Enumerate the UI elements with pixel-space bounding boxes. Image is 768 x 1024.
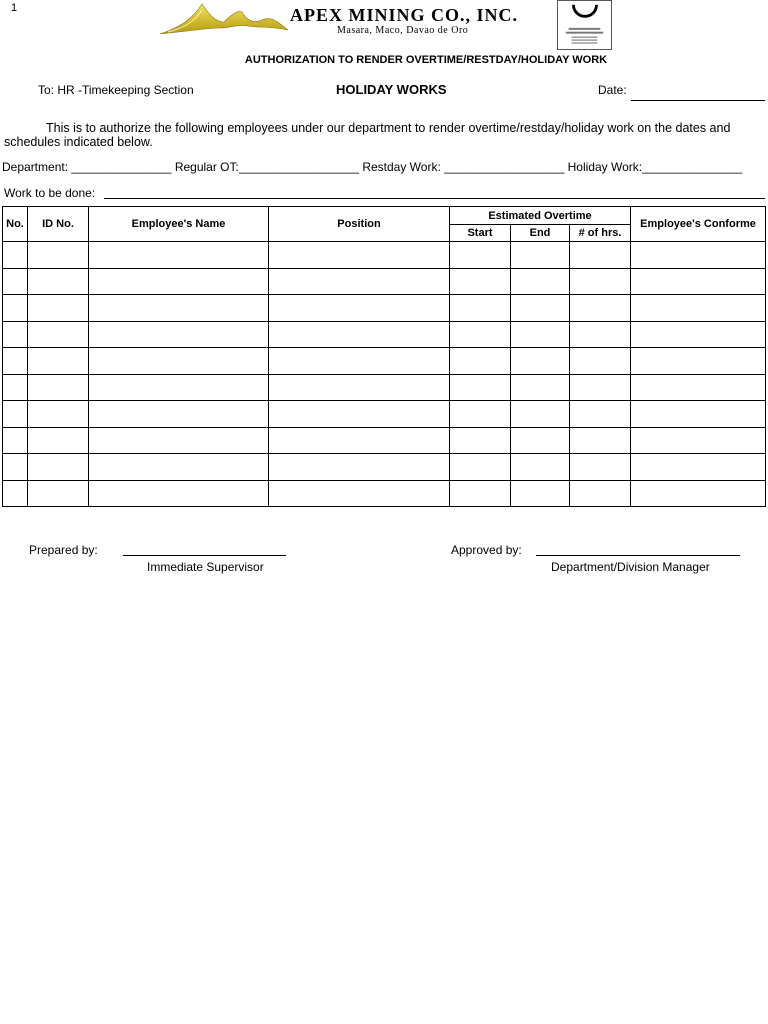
table-cell[interactable] bbox=[631, 268, 766, 295]
table-cell[interactable] bbox=[28, 480, 89, 507]
table-row bbox=[3, 401, 766, 428]
table-cell[interactable] bbox=[631, 480, 766, 507]
col-hrs: # of hrs. bbox=[570, 225, 631, 242]
table-cell[interactable] bbox=[3, 374, 28, 401]
date-label: Date: bbox=[598, 83, 627, 97]
approved-by-label: Approved by: bbox=[451, 543, 522, 557]
table-cell[interactable] bbox=[450, 374, 511, 401]
table-row bbox=[3, 480, 766, 507]
employee-table bbox=[2, 206, 766, 507]
table-cell[interactable] bbox=[511, 480, 570, 507]
table-cell[interactable] bbox=[269, 348, 450, 375]
approved-by-signature-line[interactable] bbox=[536, 555, 740, 556]
table-cell[interactable] bbox=[28, 427, 89, 454]
company-name: APEX MINING CO., INC. bbox=[290, 5, 518, 25]
table-cell[interactable] bbox=[631, 348, 766, 375]
table-row bbox=[3, 348, 766, 375]
table-cell[interactable] bbox=[511, 427, 570, 454]
col-position: Position bbox=[269, 207, 450, 242]
table-cell[interactable] bbox=[89, 374, 269, 401]
restday-work-field[interactable]: Restday Work: __________________ bbox=[362, 160, 565, 174]
table-cell[interactable] bbox=[3, 242, 28, 269]
table-cell[interactable] bbox=[511, 454, 570, 481]
table-cell[interactable] bbox=[570, 427, 631, 454]
table-cell[interactable] bbox=[450, 480, 511, 507]
table-cell[interactable] bbox=[28, 295, 89, 322]
table-cell[interactable] bbox=[450, 268, 511, 295]
date-field[interactable] bbox=[631, 100, 765, 101]
prepared-by-signature-line[interactable] bbox=[123, 555, 286, 556]
table-cell[interactable] bbox=[450, 242, 511, 269]
table-cell[interactable] bbox=[269, 295, 450, 322]
certification-badge bbox=[557, 0, 612, 50]
prepared-by-label: Prepared by: bbox=[29, 543, 98, 557]
company-logo bbox=[158, 0, 290, 38]
col-no: No. bbox=[3, 207, 28, 242]
table-cell[interactable] bbox=[3, 427, 28, 454]
page-number: 1 bbox=[11, 2, 18, 14]
table-cell[interactable] bbox=[450, 321, 511, 348]
table-cell[interactable] bbox=[89, 321, 269, 348]
table-cell[interactable] bbox=[89, 348, 269, 375]
table-row bbox=[3, 268, 766, 295]
table-cell[interactable] bbox=[511, 242, 570, 269]
table-cell[interactable] bbox=[450, 401, 511, 428]
col-estimated-overtime: Estimated Overtime bbox=[450, 207, 631, 225]
table-cell[interactable] bbox=[89, 480, 269, 507]
col-end: End bbox=[511, 225, 570, 242]
table-cell[interactable] bbox=[570, 295, 631, 322]
table-cell[interactable] bbox=[269, 427, 450, 454]
table-row bbox=[3, 427, 766, 454]
table-cell[interactable] bbox=[631, 242, 766, 269]
table-cell[interactable] bbox=[89, 401, 269, 428]
table-cell[interactable] bbox=[28, 321, 89, 348]
table-cell[interactable] bbox=[511, 321, 570, 348]
table-cell[interactable] bbox=[631, 321, 766, 348]
table-cell[interactable] bbox=[570, 242, 631, 269]
table-cell[interactable] bbox=[3, 480, 28, 507]
table-cell[interactable] bbox=[269, 268, 450, 295]
table-cell[interactable] bbox=[89, 268, 269, 295]
regular-ot-field[interactable]: Regular OT:__________________ bbox=[174, 160, 359, 174]
table-cell[interactable] bbox=[631, 454, 766, 481]
table-cell[interactable] bbox=[450, 295, 511, 322]
table-row bbox=[3, 374, 766, 401]
table-cell[interactable] bbox=[3, 321, 28, 348]
col-start: Start bbox=[450, 225, 511, 242]
department-field[interactable]: Department: _______________ bbox=[2, 160, 172, 174]
col-employee-conforme: Employee's Conforme bbox=[631, 207, 766, 242]
table-row bbox=[3, 321, 766, 348]
table-cell[interactable] bbox=[28, 268, 89, 295]
table-cell[interactable] bbox=[511, 401, 570, 428]
table-cell[interactable] bbox=[269, 454, 450, 481]
table-cell[interactable] bbox=[631, 427, 766, 454]
table-cell[interactable] bbox=[570, 374, 631, 401]
table-cell[interactable] bbox=[570, 401, 631, 428]
table-cell[interactable] bbox=[269, 242, 450, 269]
work-type-fields bbox=[2, 160, 742, 174]
table-row bbox=[3, 454, 766, 481]
table-cell[interactable] bbox=[89, 242, 269, 269]
table-cell[interactable] bbox=[511, 295, 570, 322]
table-cell[interactable] bbox=[89, 295, 269, 322]
table-row bbox=[3, 295, 766, 322]
form-title: AUTHORIZATION TO RENDER OVERTIME/RESTDAY/HOLIDAY WORK bbox=[244, 54, 608, 66]
table-cell[interactable] bbox=[269, 321, 450, 348]
work-to-be-done-field[interactable] bbox=[104, 198, 765, 199]
table-cell[interactable] bbox=[631, 374, 766, 401]
table-cell[interactable] bbox=[3, 454, 28, 481]
table-cell[interactable] bbox=[28, 401, 89, 428]
col-employee-name: Employee's Name bbox=[89, 207, 269, 242]
table-cell[interactable] bbox=[3, 348, 28, 375]
table-cell[interactable] bbox=[269, 374, 450, 401]
table-cell[interactable] bbox=[511, 268, 570, 295]
approved-by-title: Department/Division Manager bbox=[551, 560, 710, 574]
table-cell[interactable] bbox=[631, 295, 766, 322]
table-cell[interactable] bbox=[89, 427, 269, 454]
table-cell[interactable] bbox=[570, 480, 631, 507]
col-id-no: ID No. bbox=[28, 207, 89, 242]
table-cell[interactable] bbox=[28, 242, 89, 269]
table-cell[interactable] bbox=[28, 348, 89, 375]
table-cell[interactable] bbox=[269, 401, 450, 428]
table-cell[interactable] bbox=[511, 374, 570, 401]
table-cell[interactable] bbox=[570, 321, 631, 348]
table-cell[interactable] bbox=[28, 454, 89, 481]
company-address: Masara, Maco, Davao de Oro bbox=[337, 25, 469, 36]
to-line: To: HR -Timekeeping Section bbox=[38, 83, 194, 97]
work-to-be-done-label: Work to be done: bbox=[4, 186, 96, 200]
intro-paragraph: This is to authorize the following employees under our department to render overtime/restday/holiday work on the dates and schedules indicated below. bbox=[4, 121, 731, 149]
table-cell[interactable] bbox=[570, 268, 631, 295]
table-cell[interactable] bbox=[570, 348, 631, 375]
table-cell[interactable] bbox=[28, 374, 89, 401]
table-cell[interactable] bbox=[450, 427, 511, 454]
table-cell[interactable] bbox=[269, 480, 450, 507]
prepared-by-title: Immediate Supervisor bbox=[147, 560, 264, 574]
table-cell[interactable] bbox=[3, 268, 28, 295]
table-cell[interactable] bbox=[570, 454, 631, 481]
table-cell[interactable] bbox=[511, 348, 570, 375]
table-cell[interactable] bbox=[3, 295, 28, 322]
table-cell[interactable] bbox=[450, 454, 511, 481]
table-row bbox=[3, 242, 766, 269]
memo-subject: HOLIDAY WORKS bbox=[336, 82, 447, 97]
table-cell[interactable] bbox=[450, 348, 511, 375]
holiday-work-field[interactable]: Holiday Work:_______________ bbox=[567, 160, 743, 174]
table-cell[interactable] bbox=[631, 401, 766, 428]
table-cell[interactable] bbox=[3, 401, 28, 428]
table-cell[interactable] bbox=[89, 454, 269, 481]
